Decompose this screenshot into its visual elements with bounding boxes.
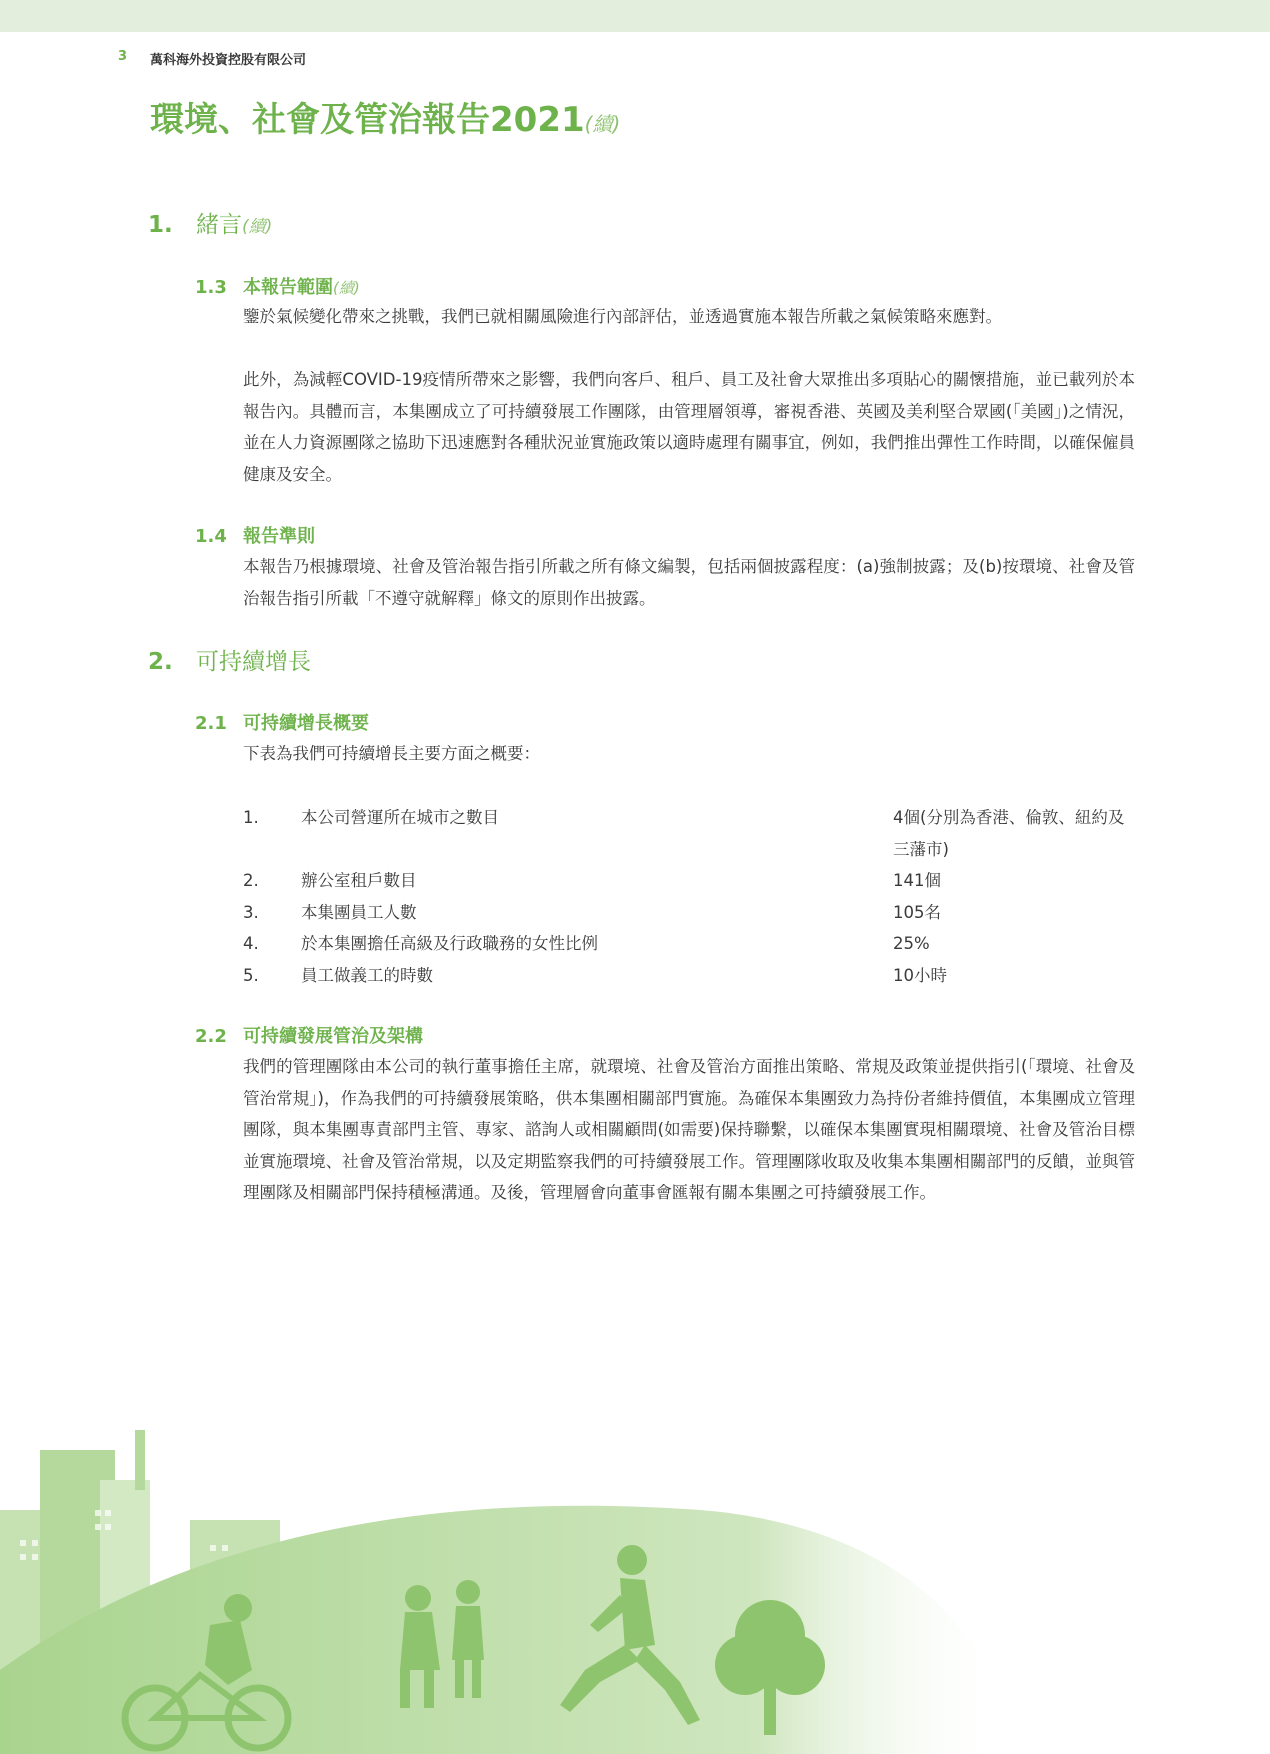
row-value: 105名	[893, 902, 941, 922]
continued-label: (續)	[242, 217, 273, 237]
report-title-main: 環境、社會及管治報告2021	[150, 100, 585, 140]
row-label: 本集團員工人數	[301, 902, 417, 922]
subsection-number: 1.3	[195, 277, 227, 298]
row-number: 3.	[243, 902, 259, 922]
subsection-heading-report-scope	[195, 273, 360, 299]
report-title	[150, 92, 620, 141]
paragraph-summary-intro: 下表為我們可持續增長主要方面之概要：	[243, 744, 540, 763]
row-number: 4.	[243, 934, 259, 953]
section-title: 緒言	[196, 212, 242, 238]
row-label: 辦公室租戶數目	[301, 871, 417, 890]
subsection-heading-reporting-principles	[195, 522, 315, 548]
row-value: 141個	[893, 871, 941, 890]
section-number: 1.	[148, 212, 173, 238]
section-number: 2.	[148, 649, 173, 675]
subsection-heading-growth-summary	[195, 709, 369, 735]
hill-icon	[0, 1506, 1010, 1754]
continued-label: (續)	[333, 279, 360, 297]
row-number: 1.	[243, 808, 259, 827]
row-label: 員工做義工的時數	[301, 965, 433, 985]
top-band	[0, 0, 1270, 32]
paragraph-reporting-principles: 本報告乃根據環境、社會及管治報告指引所載之所有條文編製，包括兩個披露程度：(a)強制披露；及(b)按環境、社會及管治報告指引所載「不遵守就解釋」條文的原則作出披露。	[243, 557, 1135, 608]
table-row	[243, 802, 1135, 865]
summary-table	[243, 802, 1135, 991]
subsection-title: 可持續增長概要	[243, 713, 369, 734]
subsection-title: 可持續發展管治及架構	[243, 1026, 423, 1047]
page-number: 3	[118, 49, 128, 64]
row-value: 25%	[893, 934, 930, 953]
table-row	[243, 928, 1135, 960]
subsection-title: 報告準則	[243, 526, 315, 547]
subsection-number: 2.2	[195, 1026, 227, 1047]
section-heading-introduction	[148, 206, 272, 239]
subsection-number: 1.4	[195, 526, 227, 547]
paragraph-governance: 我們的管理團隊由本公司的執行董事擔任主席，就環境、社會及管治方面推出策略、常規及政策並提供指引(「環境、社會及管治常規」)，作為我們的可持續發展策略，供本集團相關部門實施。為確保本集團致力為持份者維持價值，本集團成立管理團隊，與本集團專責部門主管、專家、諮詢人或相關顧問(如需要)保持聯繫，以確保本集團實現相關環境、社會及管治目標並實施環境、社會及管治常規，以及定期監察我們的可持續發展工作。管理團隊收取及收集本集團相關部門的反饋，並與管理團隊及相關部門保持積極溝通。及後，管理層會向董事會匯報有關本集團之可持續發展工作。	[243, 1057, 1135, 1202]
table-row	[243, 960, 1135, 992]
subsection-title: 本報告範圍	[243, 277, 333, 298]
company-name: 萬科海外投資控股有限公司	[150, 53, 307, 68]
row-value: 4個(分別為香港、倫敦、紐約及三藩市)	[893, 808, 1125, 859]
footer-illustration	[0, 1420, 1270, 1754]
row-value: 10小時	[893, 965, 947, 985]
row-label: 於本集團擔任高級及行政職務的女性比例	[301, 934, 598, 953]
subsection-number: 2.1	[195, 713, 227, 734]
table-row	[243, 865, 1135, 897]
section-title: 可持續增長	[196, 649, 311, 675]
paragraph-covid: 此外，為減輕COVID-19疫情所帶來之影響，我們向客戶、租戶、員工及社會大眾推出多項貼心的關懷措施，並已載列於本報告內。具體而言，本集團成立了可持續發展工作團隊，由管理層領導，審視香港、英國及美利堅合眾國(「美國」)之情況，並在人力資源團隊之協助下迅速應對各種狀況並實施政策以適時處理有關事宜，例如，我們推出彈性工作時間，以確保僱員健康及安全。	[243, 370, 1135, 484]
row-label: 本公司營運所在城市之數目	[301, 808, 499, 827]
row-number: 5.	[243, 965, 259, 985]
table-row	[243, 897, 1135, 929]
paragraph-climate: 鑒於氣候變化帶來之挑戰，我們已就相關風險進行內部評估，並透過實施本報告所載之氣候策略來應對。	[243, 307, 1002, 326]
subsection-heading-governance	[195, 1022, 423, 1048]
report-title-cont: (續)	[584, 112, 621, 136]
section-heading-sustainable-growth	[148, 643, 311, 676]
row-number: 2.	[243, 871, 259, 890]
